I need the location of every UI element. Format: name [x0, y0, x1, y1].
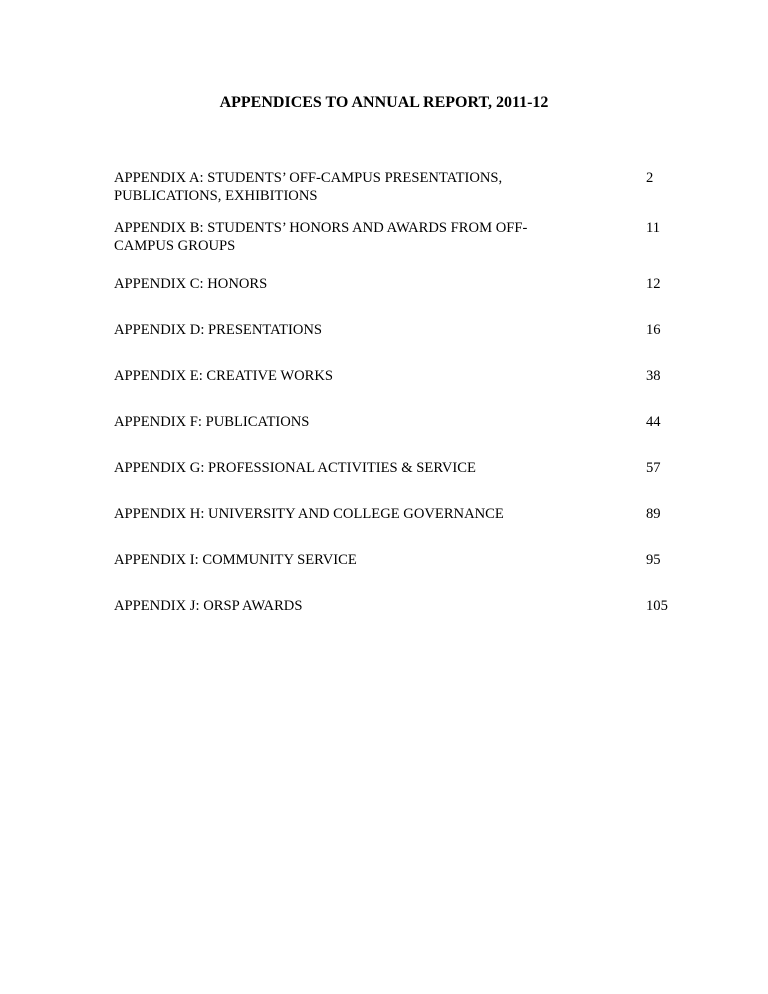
toc-entry-page-number: 16	[646, 322, 661, 338]
toc-entry-label: APPENDIX F: PUBLICATIONS	[114, 414, 310, 430]
toc-entry-label: APPENDIX B: STUDENTS’ HONORS AND AWARDS FROM OFF-CAMPUS GROUPS	[114, 220, 528, 254]
toc-entry-label: APPENDIX H: UNIVERSITY AND COLLEGE GOVERNANCE	[114, 506, 504, 522]
toc-entry-page-number: 2	[646, 170, 654, 186]
toc-entry-label: APPENDIX D: PRESENTATIONS	[114, 322, 323, 338]
toc-entry-page-number: 105	[646, 598, 668, 614]
toc-entry-label: APPENDIX I: COMMUNITY SERVICE	[114, 552, 357, 568]
toc-entry-page-number: 11	[646, 220, 661, 236]
toc-entry-page-number: 57	[646, 460, 661, 476]
toc-entry-label: APPENDIX G: PROFESSIONAL ACTIVITIES & SERVICE	[114, 460, 476, 476]
toc-entry-label: APPENDIX A: STUDENTS’ OFF-CAMPUS PRESENTATIONS, PUBLICATIONS, EXHIBITIONS	[114, 170, 503, 204]
page-title: APPENDICES TO ANNUAL REPORT, 2011-12	[219, 94, 549, 111]
toc-entry-page-number: 38	[646, 368, 661, 384]
toc-entry-page-number: 95	[646, 552, 661, 568]
toc-entry-label: APPENDIX J: ORSP AWARDS	[114, 598, 303, 614]
toc-entry-page-number: 89	[646, 506, 661, 522]
toc-entry-page-number: 44	[646, 414, 661, 430]
toc-entry-label: APPENDIX E: CREATIVE WORKS	[114, 368, 334, 384]
toc-entry-label: APPENDIX C: HONORS	[114, 276, 268, 292]
toc-entry-page-number: 12	[646, 276, 661, 292]
